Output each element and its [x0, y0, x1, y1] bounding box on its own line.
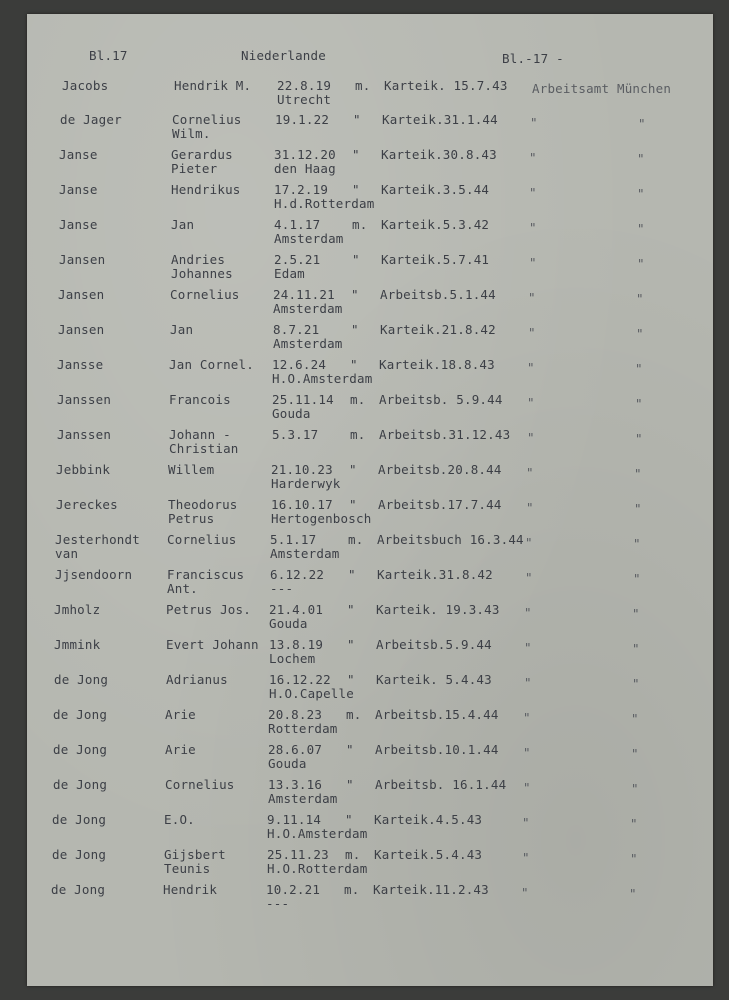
birth-place: Gouda: [268, 756, 307, 771]
office-ditto: ": [525, 535, 533, 550]
office-ditto: ": [523, 745, 531, 760]
birth-date: 4.1.17: [274, 217, 321, 232]
given-name: Petrus Jos.: [166, 602, 251, 617]
birth-place: H.O.Amsterdam: [272, 371, 373, 386]
office-ditto: ": [527, 395, 535, 410]
birth-place: Utrecht: [277, 92, 332, 107]
office-ditto: ": [521, 885, 529, 900]
given-name: Andries: [171, 252, 226, 267]
birth-place: H.O.Rotterdam: [267, 861, 368, 876]
record-entry: Arbeitsb. 5.9.44: [379, 392, 503, 407]
given-name: Francois: [169, 392, 231, 407]
record-entry: Karteik.31.1.44: [382, 112, 498, 127]
record-entry: Karteik.21.8.42: [380, 322, 496, 337]
birth-place: Edam: [274, 266, 305, 281]
office-ditto: ": [524, 605, 532, 620]
birth-date: 25.11.23: [267, 847, 329, 862]
office-ditto: ": [529, 150, 537, 165]
record-entry: Arbeitsb.20.8.44: [378, 462, 502, 477]
surname: Jmholz: [54, 602, 101, 617]
given-name: Willem: [168, 462, 215, 477]
office-ditto: ": [529, 185, 537, 200]
birth-date: 16.12.22: [269, 672, 331, 687]
sex: ": [348, 567, 356, 582]
birth-place: den Haag: [274, 161, 336, 176]
office-ditto-second: ": [637, 221, 645, 236]
birth-place: Hertogenbosch: [271, 511, 372, 526]
record-entry: Karteik.18.8.43: [379, 357, 495, 372]
sex: ": [349, 462, 357, 477]
birth-place: Amsterdam: [268, 791, 338, 806]
surname: Jesterhondt: [55, 532, 140, 547]
birth-date: 6.12.22: [270, 567, 325, 582]
birth-date: 10.2.21: [266, 882, 321, 897]
given-name: Jan: [170, 322, 194, 337]
surname: Jmmink: [54, 637, 101, 652]
birth-place: H.O.Capelle: [269, 686, 354, 701]
birth-place: Amsterdam: [273, 301, 343, 316]
sex: m.: [348, 532, 364, 547]
given-name-second: Christian: [169, 441, 239, 456]
sex: m.: [344, 882, 360, 897]
office-ditto: ": [528, 290, 536, 305]
surname: Janssen: [57, 427, 112, 442]
surname: Janssen: [57, 392, 112, 407]
birth-date: 5.1.17: [270, 532, 317, 547]
sex: m.: [350, 427, 366, 442]
birth-date: 13.8.19: [269, 637, 324, 652]
surname: Jansse: [57, 357, 104, 372]
given-name: Cornelius: [170, 287, 240, 302]
birth-place: Rotterdam: [268, 721, 338, 736]
office-ditto: ": [525, 570, 533, 585]
given-name: Arie: [165, 742, 196, 757]
sex: ": [352, 252, 360, 267]
office-ditto-second: ": [636, 326, 644, 341]
surname: de Jong: [53, 777, 108, 792]
sheet-number-left: Bl.17: [89, 48, 128, 63]
birth-date: 2.5.21: [274, 252, 321, 267]
office-ditto: ": [529, 255, 537, 270]
office-ditto: ": [528, 325, 536, 340]
office-ditto: ": [523, 780, 531, 795]
surname: de Jong: [52, 812, 107, 827]
given-name: Hendrik: [163, 882, 218, 897]
sex: ": [345, 812, 353, 827]
birth-place: Lochem: [269, 651, 316, 666]
country-heading: Niederlande: [241, 48, 326, 63]
office-ditto-second: ": [632, 606, 640, 621]
office-ditto-second: ": [630, 816, 638, 831]
office-ditto: ": [526, 500, 534, 515]
sheet-number-right: Bl.-17 -: [502, 51, 564, 66]
sex: m.: [346, 707, 362, 722]
sex: m.: [345, 847, 361, 862]
record-entry: Arbeitsb.17.7.44: [378, 497, 502, 512]
office-ditto-second: ": [635, 396, 643, 411]
surname: Janse: [59, 147, 98, 162]
sex: ": [352, 182, 360, 197]
record-entry: Karteik.5.4.43: [374, 847, 483, 862]
record-entry: Arbeitsb.5.1.44: [380, 287, 496, 302]
sex: m.: [355, 78, 371, 93]
given-name-second: Ant.: [167, 581, 198, 596]
given-name: Cornelius: [167, 532, 237, 547]
office-ditto-second: ": [632, 641, 640, 656]
record-entry: Karteik.3.5.44: [381, 182, 490, 197]
surname: Jansen: [58, 322, 105, 337]
given-name: Adrianus: [166, 672, 228, 687]
office-ditto-second: ": [638, 116, 646, 131]
record-entry: Karteik.5.3.42: [381, 217, 490, 232]
birth-date: 28.6.07: [268, 742, 323, 757]
birth-place: H.d.Rotterdam: [274, 196, 375, 211]
office-ditto-second: ": [635, 361, 643, 376]
surname: Janse: [59, 182, 98, 197]
sex: ": [350, 357, 358, 372]
given-name: Hendrik M.: [174, 78, 252, 93]
given-name: E.O.: [164, 812, 195, 827]
sex: m.: [350, 392, 366, 407]
given-name: Hendrikus: [171, 182, 241, 197]
office-ditto-second: ": [637, 151, 645, 166]
sex: ": [351, 287, 359, 302]
record-entry: Karteik.5.7.41: [381, 252, 490, 267]
birth-date: 24.11.21: [273, 287, 335, 302]
given-name: Johann -: [169, 427, 231, 442]
given-name: Evert Johann: [166, 637, 259, 652]
given-name: Cornelius: [172, 112, 242, 127]
given-name-second: Wilm.: [172, 126, 211, 141]
birth-date: 17.2.19: [274, 182, 329, 197]
office-ditto-second: ": [631, 711, 639, 726]
birth-place: ---: [266, 896, 290, 911]
sex: ": [347, 637, 355, 652]
office-ditto-second: ": [636, 291, 644, 306]
birth-place: H.O.Amsterdam: [267, 826, 368, 841]
birth-place: Harderwyk: [271, 476, 341, 491]
office-ditto-second: ": [631, 781, 639, 796]
given-name-second: Teunis: [164, 861, 211, 876]
office-ditto: ": [526, 465, 534, 480]
office-ditto-second: ": [630, 851, 638, 866]
birth-place: ---: [270, 581, 294, 596]
sex: m.: [352, 217, 368, 232]
surname: de Jager: [60, 112, 122, 127]
office-ditto-second: ": [637, 256, 645, 271]
office-ditto: ": [524, 675, 532, 690]
record-entry: Arbeitsbuch 16.3.44: [377, 532, 524, 547]
surname: Janse: [59, 217, 98, 232]
surname: Jansen: [58, 287, 105, 302]
surname: de Jong: [53, 707, 108, 722]
birth-date: 9.11.14: [267, 812, 322, 827]
office-ditto-second: ": [635, 431, 643, 446]
given-name-second: Pieter: [171, 161, 218, 176]
birth-place: Gouda: [269, 616, 308, 631]
surname: Jacobs: [62, 78, 109, 93]
surname: de Jong: [54, 672, 109, 687]
given-name-second: Petrus: [168, 511, 215, 526]
birth-date: 5.3.17: [272, 427, 319, 442]
document-sheet: [27, 14, 713, 986]
birth-date: 25.11.14: [272, 392, 334, 407]
sex: ": [346, 777, 354, 792]
record-entry: Karteik.11.2.43: [373, 882, 489, 897]
given-name: Gerardus: [171, 147, 233, 162]
birth-date: 21.4.01: [269, 602, 324, 617]
record-entry: Karteik. 5.4.43: [376, 672, 492, 687]
office-ditto: ": [530, 115, 538, 130]
surname: Jebbink: [56, 462, 111, 477]
surname: Jereckes: [56, 497, 118, 512]
office-ditto: Arbeitsamt München: [532, 81, 672, 96]
birth-date: 16.10.17: [271, 497, 333, 512]
surname: de Jong: [51, 882, 106, 897]
surname-prefix: van: [55, 546, 79, 561]
office-ditto-second: ": [632, 676, 640, 691]
record-entry: Karteik.4.5.43: [374, 812, 483, 827]
record-entry: Arbeitsb.31.12.43: [379, 427, 511, 442]
surname: Jansen: [59, 252, 106, 267]
birth-date: 21.10.23: [271, 462, 333, 477]
birth-date: 20.8.23: [268, 707, 323, 722]
birth-place: Amsterdam: [273, 336, 343, 351]
record-entry: Arbeitsb.15.4.44: [375, 707, 499, 722]
sex: ": [352, 147, 360, 162]
given-name-second: Johannes: [171, 266, 233, 281]
birth-date: 22.8.19: [277, 78, 332, 93]
given-name: Cornelius: [165, 777, 235, 792]
given-name: Theodorus: [168, 497, 238, 512]
given-name: Franciscus: [167, 567, 245, 582]
office-ditto-second: ": [633, 536, 641, 551]
birth-place: Amsterdam: [274, 231, 344, 246]
surname: Jjsendoorn: [55, 567, 133, 582]
office-ditto-second: ": [634, 466, 642, 481]
office-ditto-second: ": [629, 886, 637, 901]
office-ditto: ": [522, 850, 530, 865]
record-entry: Arbeitsb.10.1.44: [375, 742, 499, 757]
sex: ": [346, 742, 354, 757]
office-ditto: ": [529, 220, 537, 235]
birth-date: 31.12.20: [274, 147, 336, 162]
surname: de Jong: [52, 847, 107, 862]
office-ditto-second: ": [634, 501, 642, 516]
given-name: Arie: [165, 707, 196, 722]
office-ditto-second: ": [637, 186, 645, 201]
birth-date: 19.1.22: [275, 112, 330, 127]
office-ditto: ": [522, 815, 530, 830]
given-name: Gijsbert: [164, 847, 226, 862]
office-ditto: ": [523, 710, 531, 725]
office-ditto-second: ": [633, 571, 641, 586]
birth-date: 12.6.24: [272, 357, 327, 372]
sex: ": [349, 497, 357, 512]
sex: ": [353, 112, 361, 127]
office-ditto: ": [527, 360, 535, 375]
birth-date: 13.3.16: [268, 777, 323, 792]
given-name: Jan Cornel.: [169, 357, 254, 372]
record-entry: Karteik. 19.3.43: [376, 602, 500, 617]
sex: ": [347, 602, 355, 617]
given-name: Jan: [171, 217, 195, 232]
birth-place: Amsterdam: [270, 546, 340, 561]
office-ditto: ": [524, 640, 532, 655]
surname: de Jong: [53, 742, 108, 757]
birth-date: 8.7.21: [273, 322, 320, 337]
office-ditto-second: ": [631, 746, 639, 761]
record-entry: Arbeitsb.5.9.44: [376, 637, 492, 652]
record-entry: Karteik.30.8.43: [381, 147, 497, 162]
birth-place: Gouda: [272, 406, 311, 421]
sex: ": [347, 672, 355, 687]
record-entry: Karteik.31.8.42: [377, 567, 493, 582]
sex: ": [351, 322, 359, 337]
record-entry: Arbeitsb. 16.1.44: [375, 777, 507, 792]
record-entry: Karteik. 15.7.43: [384, 78, 508, 93]
office-ditto: ": [527, 430, 535, 445]
